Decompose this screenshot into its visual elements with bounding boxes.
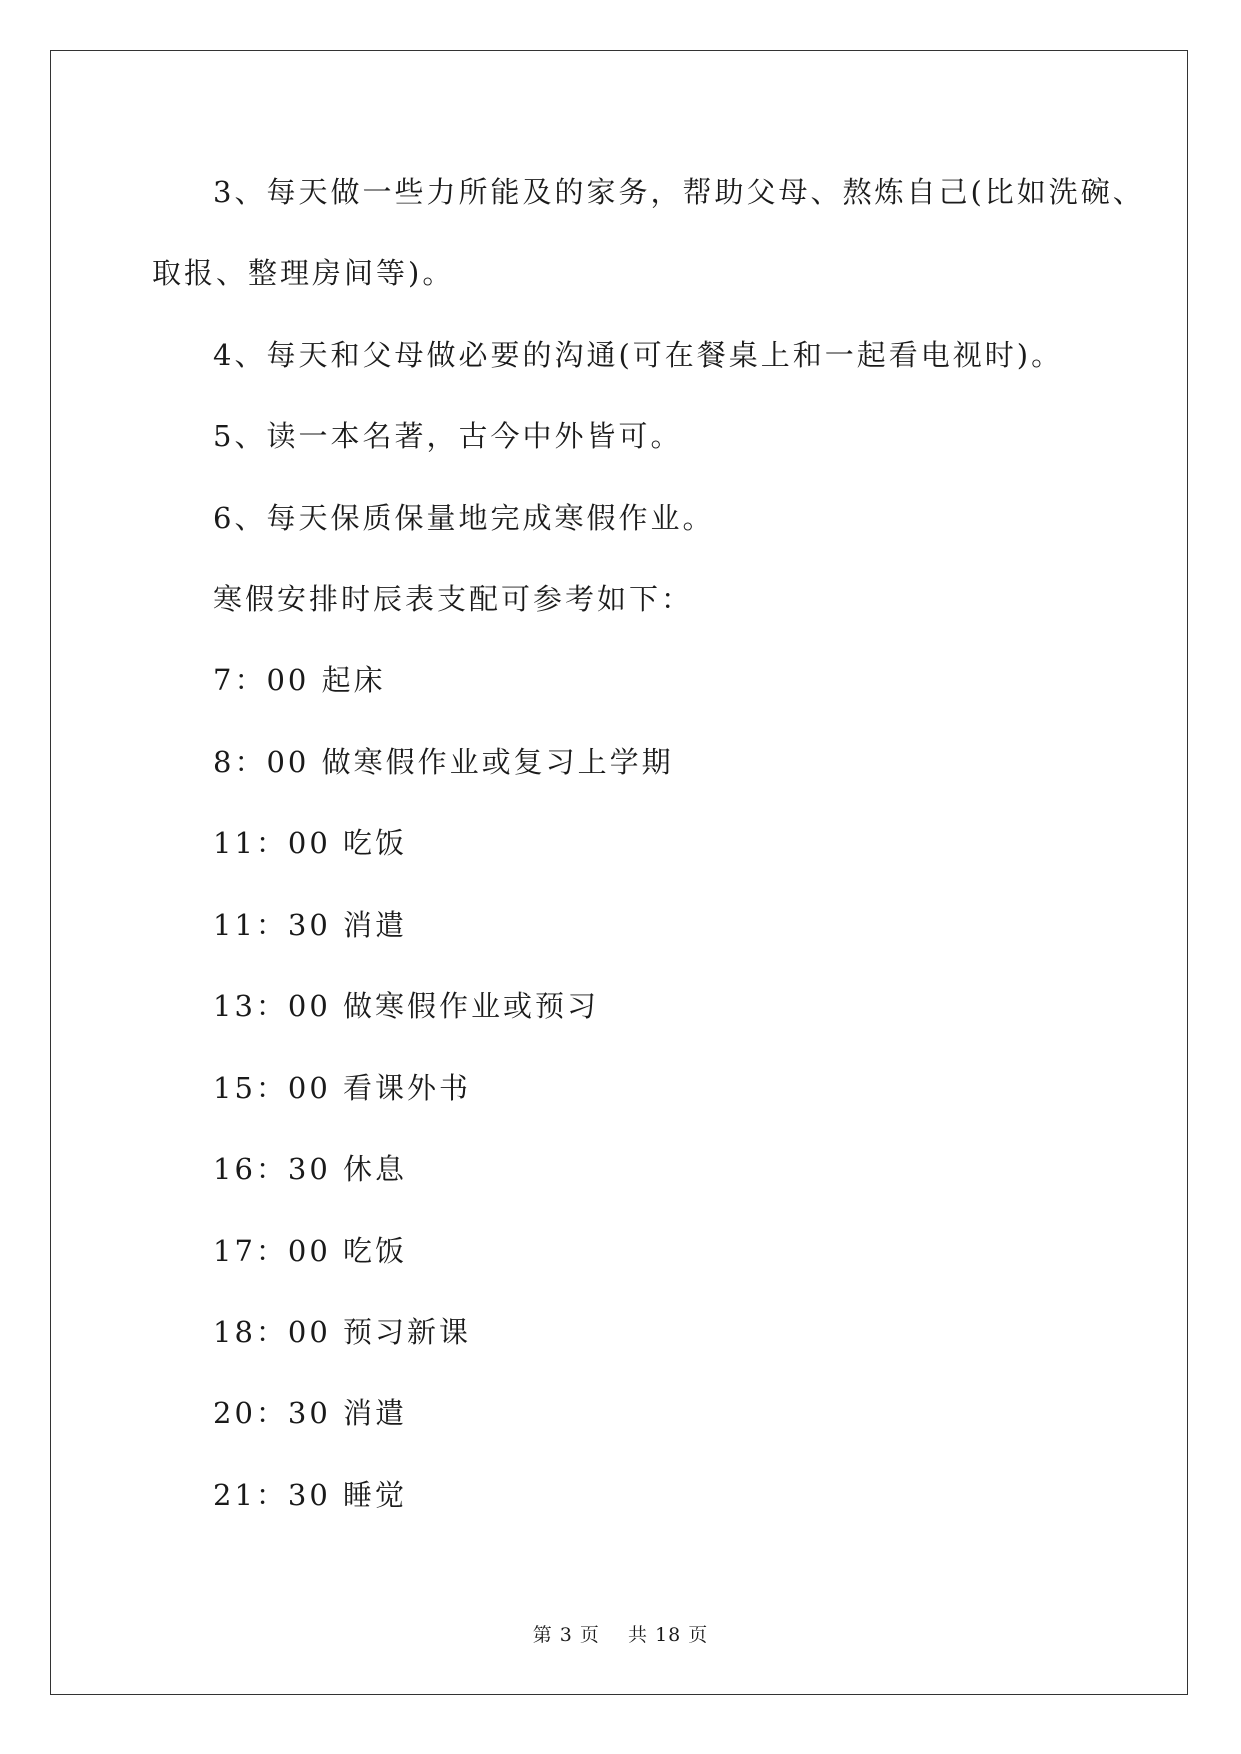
schedule-entry: 15：00 看课外书 [213,1071,472,1105]
paragraph-item-3-line-2: 取报、整理房间等)。 [152,256,455,290]
paragraph-item-6: 6、每天保质保量地完成寒假作业。 [213,501,715,535]
schedule-entry: 8：00 做寒假作业或复习上学期 [213,745,674,779]
paragraph-item-3-line-1: 3、每天做一些力所能及的家务，帮助父母、熬炼自己(比如洗碗、 [213,175,1145,209]
schedule-intro: 寒假安排时辰表支配可参考如下： [213,582,694,616]
schedule-entry: 13：00 做寒假作业或预习 [213,989,600,1023]
schedule-entry: 21：30 睡觉 [213,1478,408,1512]
schedule-entry: 11：30 消遣 [213,908,408,942]
paragraph-item-5: 5、读一本名著，古今中外皆可。 [213,419,683,453]
schedule-entry: 7：00 起床 [213,663,386,697]
schedule-entry: 20：30 消遣 [213,1396,408,1430]
schedule-entry: 11：00 吃饭 [213,826,408,860]
schedule-entry: 16：30 休息 [213,1152,408,1186]
schedule-entry: 17：00 吃饭 [213,1234,408,1268]
page-border [50,50,1188,1695]
paragraph-item-4: 4、每天和父母做必要的沟通(可在餐桌上和一起看电视时)。 [213,338,1064,372]
schedule-entry: 18：00 预习新课 [213,1315,472,1349]
page-number-footer: 第 3 页 共 18 页 [532,1624,709,1646]
